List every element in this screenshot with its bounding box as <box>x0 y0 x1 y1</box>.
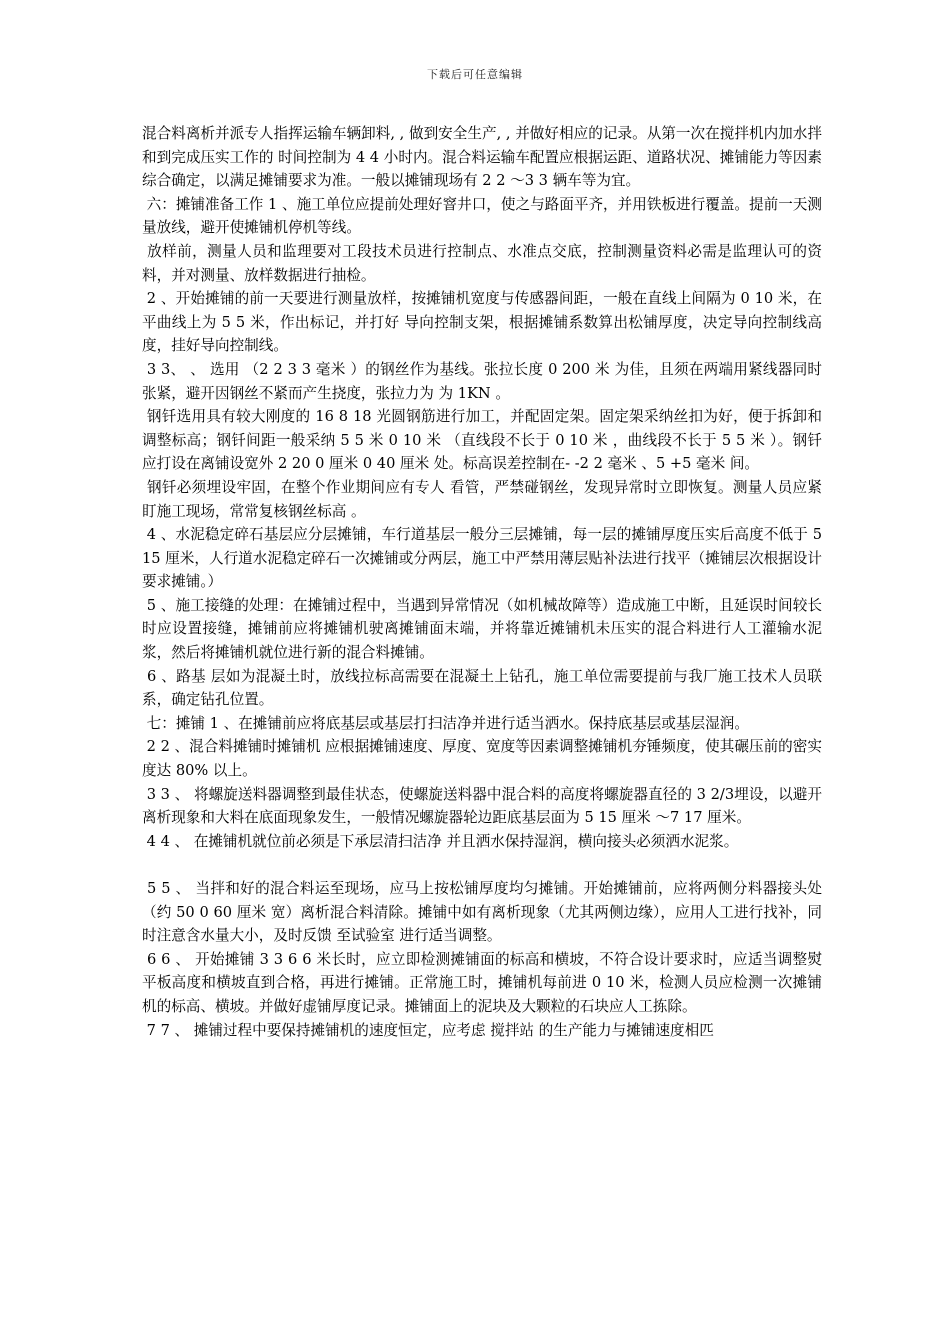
document-body <box>142 122 827 1042</box>
paragraph-pin-monitoring: 钢钎必须埋设牢固，在整个作业期间应有专人 看管，严禁碰钢丝，发现异常时立即恢复。测量人员应紧盯施工现场，常常复核钢丝标高 。 <box>142 478 822 520</box>
paragraph-step-5-joints: 5 、施工接缝的处理：在摊铺过程中，当遇到异常情况（如机械故障等）造成施工中断，且延误时间较长时应设置接缝，摊铺前应将摊铺机驶离摊铺面末端，并将靠近摊铺机未压实的混合料进行人工灌输水泥浆，然后将摊铺机就位进行新的混合料摊铺。 <box>142 596 822 662</box>
paragraph-step-4-layers: 4 、水泥稳定碎石基层应分层摊铺，车行道基层一般分三层摊铺，每一层的摊铺厚度压实后高度不低于 5 15 厘米，人行道水泥稳定碎石一次摊铺或分两层，施工中严禁用薄层贴补法进行找平（摊铺层次根据设计要求摊铺。） <box>142 526 827 591</box>
page-header: 下载后可任意编辑 <box>427 68 523 81</box>
paragraph-step-3-wire: 3 3、 、 选用 （2 2 3 3 毫米 ）的钢丝作为基线。张拉长度 0 200 米 为佳，且须在两端用紧线器同时张紧，避开因钢丝不紧而产生挠度，张拉力为 为 1KN 。 <box>142 360 822 402</box>
paragraph-step-2-layout: 2 、开始摊铺的前一天要进行测量放样，按摊铺机宽度与传感器间距，一般在直线上间隔为 0 10 米，在平曲线上为 5 5 米，作出标记，并打好 导向控制支架，根据摊铺系数算出松铺厚度，决定导向控制线高度，挂好导向控制线。 <box>142 290 823 355</box>
paragraph-paving-step-4: 4 4 、 在摊铺机就位前必须是下承层清扫洁净 并且洒水保持湿润，横向接头必须洒水泥浆。 <box>142 832 739 850</box>
paragraph-paving-prep: 六：摊铺准备工作 1 、施工单位应提前处理好窨井口，使之与路面平齐，并用铁板进行覆盖。提前一天测量放线，避开使摊铺机停机等线。 <box>142 195 822 237</box>
paragraph-paving-step-1: 七：摊铺 1 、在摊铺前应将底基层或基层打扫洁净并进行适当洒水。保持底基层或基层湿润。 <box>142 714 749 732</box>
blank-line <box>142 853 822 877</box>
paragraph-paving-step-6: 6 6 、 开始摊铺 3 3 6 6 米长时，应立即检测摊铺面的标高和横坡，不符合设计要求时，应适当调整熨平板高度和横坡直到合格，再进行摊铺。正常施工时，摊铺机每前进 0 10 米，检测人员应检测一次摊铺机的标高、横坡。并做好虚铺厚度记录。摊铺面上的泥块及大颗粒的石块应人工拣除。 <box>142 950 823 1015</box>
paragraph-step-6-drilling: 6 、路基 层如为混凝土时，放线拉标高需要在混凝土上钻孔，施工单位需要提前与我厂施工技术人员联系，确定钻孔位置。 <box>142 667 822 709</box>
paragraph-paving-step-3: 3 3 、 将螺旋送料器调整到最佳状态，使螺旋送料器中混合料的高度将螺旋器直径的 3 2/3埋设，以避开离析现象和大料在底面现象发生，一般情况螺旋器轮边距底基层面为 5 15 厘米 ～7 17 厘米。 <box>142 785 823 827</box>
paragraph-mix-transport: 混合料离析并派专人指挥运输车辆卸料, , 做到安全生产, , 并做好相应的记录。从第一次在搅拌机内加水拌和到完成压实工作的 时间控制为 4 4 小时内。混合料运输车配置应根据运距、道路状况、摊铺能力等因素综合确定，以满足摊铺要求为准。一般以摊铺现场有 2 2 ～3 3 辆车等为宜。 <box>142 125 822 190</box>
paragraph-survey-briefing: 放样前，测量人员和监理要对工段技术员进行控制点、水准点交底，控制测量资料必需是监理认可的资料，并对测量、放样数据进行抽检。 <box>142 242 822 284</box>
paragraph-paving-step-2: 2 2 、混合料摊铺时摊铺机 应根据摊铺速度、厚度、宽度等因素调整摊铺机夯锤频度，使其碾压前的密实度达 80% 以上。 <box>142 738 822 780</box>
paragraph-paving-step-7: 7 7 、 摊铺过程中要保持摊铺机的速度恒定，应考虑 搅拌站 的生产能力与摊铺速度相匹 <box>142 1021 714 1039</box>
paragraph-paving-step-5: 5 5 、 当拌和好的混合料运至现场，应马上按松铺厚度均匀摊铺。开始摊铺前，应将两侧分料器接头处（约 50 0 60 厘米 宽）离析混合料清除。摊铺中如有离析现象（尤其两侧边缘），应用人工进行找补，同时注意含水量大小，及时反馈 至试验室 进行适当调整。 <box>142 880 823 945</box>
paragraph-steel-pins: 钢钎选用具有较大刚度的 16 8 18 光圆钢筋进行加工，并配固定架。固定架采纳丝扣为好，便于拆卸和调整标高；钢钎间距一般采纳 5 5 米 0 10 米 （直线段不长于 0 10 米 ，曲线段不长于 5 5 米 ）。钢钎应打设在离铺设宽外 2 20 0 厘米 0 40 厘米 处。标高误差控制在- -2 2 毫米 、5 +5 毫米 间。 <box>142 408 822 473</box>
